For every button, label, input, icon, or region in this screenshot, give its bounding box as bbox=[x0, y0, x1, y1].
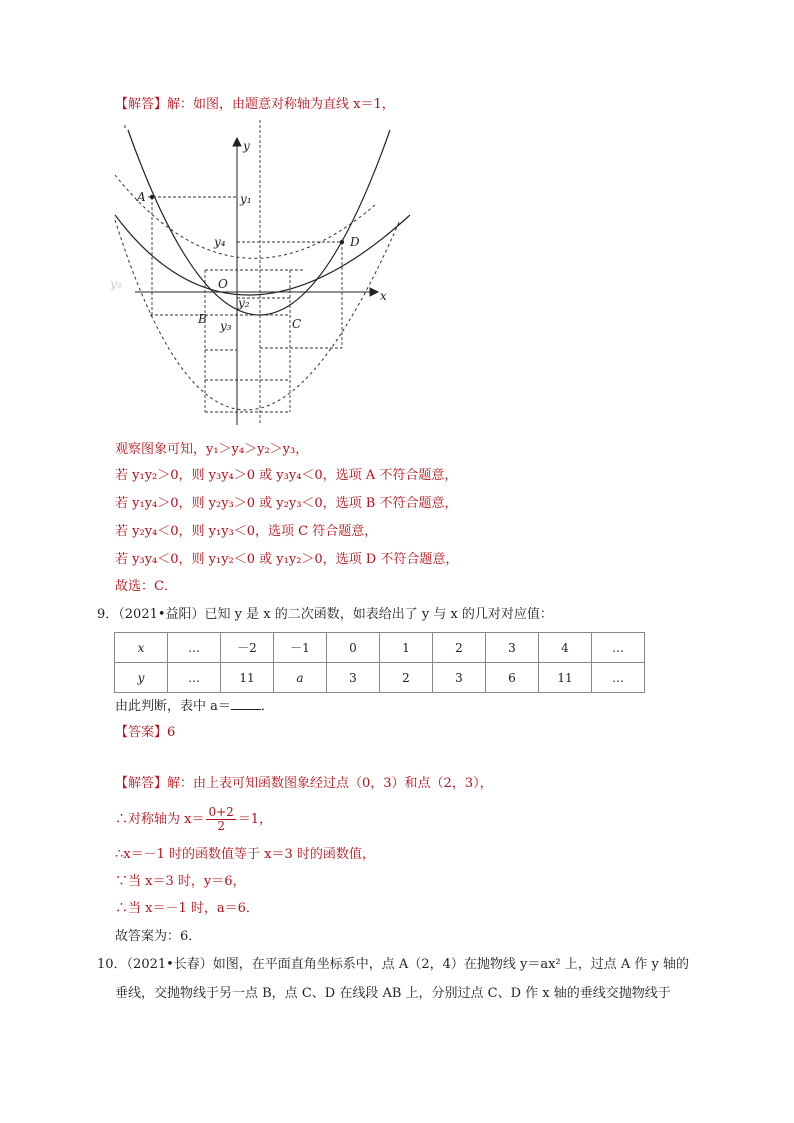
dashed-curves bbox=[115, 125, 400, 410]
y3-label: y₃ bbox=[220, 319, 232, 333]
solution8-intro: 解：如图，由题意对称轴为直线 x＝1， bbox=[167, 97, 395, 112]
table-cell: 2 bbox=[433, 633, 486, 663]
y1-label: y₁ bbox=[240, 192, 252, 206]
solution-tag: 【解答】 bbox=[115, 776, 168, 791]
table-cell: … bbox=[592, 663, 645, 693]
q9-solution-text: 解：由上表可知函数图象经过点（0，3）和点（2，3）， bbox=[167, 776, 493, 791]
answer-line bbox=[115, 724, 175, 742]
table-cell: 3 bbox=[433, 663, 486, 693]
prompt-text: 由此判断，表中 a＝ bbox=[115, 699, 231, 714]
table-cell: －2 bbox=[221, 633, 274, 663]
x-axis-label: x bbox=[380, 289, 387, 303]
point-d-dot bbox=[340, 240, 344, 244]
solid-wide-parabola bbox=[115, 215, 410, 295]
q9-solution-line2 bbox=[115, 806, 272, 833]
q9-solution-line3: ∴x＝－1 时的函数值等于 x＝3 时的函数值， bbox=[115, 847, 375, 862]
table-cell: 11 bbox=[539, 663, 592, 693]
table-row-y bbox=[115, 663, 645, 693]
guide-lines bbox=[148, 120, 342, 425]
answer-tag: 【答案】 bbox=[115, 725, 168, 740]
point-a-label: A bbox=[137, 190, 146, 204]
y-axis-arrow bbox=[233, 138, 241, 146]
point-a-dot bbox=[150, 195, 154, 199]
table-cell: … bbox=[592, 633, 645, 663]
q9-solution-line1 bbox=[115, 775, 493, 793]
question-9-stem: 9．（2021•益阳）已知 y 是 x 的二次函数，如表给出了 y 与 x 的几对对应值： bbox=[97, 607, 553, 622]
option-d-analysis: 若 y₃y₄＜0，则 y₁y₂＜0 或 y₁y₂＞0，选项 D 不符合题意， bbox=[115, 552, 459, 567]
table-cell: … bbox=[168, 633, 221, 663]
option-b-analysis: 若 y₁y₄＞0，则 y₂y₃＞0 或 y₂y₃＜0，选项 B 不符合题意， bbox=[115, 496, 458, 511]
sol2-post: ＝1， bbox=[237, 812, 273, 827]
origin-label: O bbox=[218, 277, 228, 291]
q9-solution-line5: ∴当 x＝－1 时，a＝6． bbox=[115, 901, 259, 916]
fraction-denominator: 2 bbox=[217, 819, 225, 833]
q9-solution-line4: ∵当 x＝3 时，y＝6， bbox=[115, 874, 246, 889]
table-cell: x bbox=[115, 633, 168, 663]
option-c-analysis: 若 y₂y₄＜0，则 y₁y₃＜0，选项 C 符合题意， bbox=[115, 524, 378, 539]
fraction-numerator: 0+2 bbox=[208, 805, 234, 819]
prompt-end: ． bbox=[260, 699, 274, 714]
table-cell: 3 bbox=[327, 663, 380, 693]
table-cell: 4 bbox=[539, 633, 592, 663]
table-cell: a bbox=[274, 663, 327, 693]
y-axis-label: y bbox=[243, 139, 250, 153]
table-cell: 11 bbox=[221, 663, 274, 693]
x-axis-arrow bbox=[370, 288, 378, 296]
table-cell: … bbox=[168, 663, 221, 693]
solution-tag: 【解答】 bbox=[115, 97, 168, 112]
question-10-line2: 垂线，交抛物线于另一点 B，点 C、D 在线段 AB 上，分别过点 C、D 作 x 轴的垂线交抛物线于 bbox=[115, 986, 671, 1001]
answer-blank bbox=[231, 697, 261, 710]
solid-steep-parabola bbox=[128, 130, 390, 315]
final-choice: 故选：C． bbox=[115, 579, 177, 594]
ghost-label: y₃ bbox=[110, 277, 122, 291]
table-cell: 1 bbox=[380, 633, 433, 663]
question-10-line1: 10．（2021•长春）如图，在平面直角坐标系中，点 A（2，4）在抛物线 y＝ax² 上，过点 A 作 y 轴的 bbox=[97, 957, 690, 972]
sol2-pre: ∴对称轴为 x＝ bbox=[115, 812, 205, 827]
y2-label: y₂ bbox=[238, 296, 250, 310]
answer-value: 6 bbox=[167, 725, 176, 740]
parabola-figure bbox=[110, 120, 410, 430]
q9-final-answer: 故答案为：6． bbox=[115, 929, 202, 944]
table-cell: 0 bbox=[327, 633, 380, 663]
table-cell: 2 bbox=[380, 663, 433, 693]
solid-curves bbox=[115, 130, 410, 315]
question-9-prompt bbox=[115, 697, 274, 716]
point-b-label: B bbox=[198, 312, 207, 326]
point-d-label: D bbox=[350, 235, 360, 249]
table-row-x bbox=[115, 633, 645, 663]
axes bbox=[135, 138, 378, 425]
fraction bbox=[206, 806, 235, 833]
value-table bbox=[114, 632, 645, 693]
table-cell: －1 bbox=[274, 633, 327, 663]
table-cell: y bbox=[115, 663, 168, 693]
dashed-upper-parabola bbox=[115, 175, 375, 258]
observation-line: 观察图象可知，y₁＞y₄＞y₂＞y₃， bbox=[115, 442, 309, 457]
y4-label: y₄ bbox=[214, 235, 226, 249]
table-cell: 3 bbox=[486, 633, 539, 663]
table-cell: 6 bbox=[486, 663, 539, 693]
solution8-intro-line bbox=[115, 96, 395, 114]
option-a-analysis: 若 y₁y₂＞0，则 y₃y₄＞0 或 y₃y₄＜0，选项 A 不符合题意， bbox=[115, 468, 458, 483]
point-c-label: C bbox=[292, 317, 302, 331]
